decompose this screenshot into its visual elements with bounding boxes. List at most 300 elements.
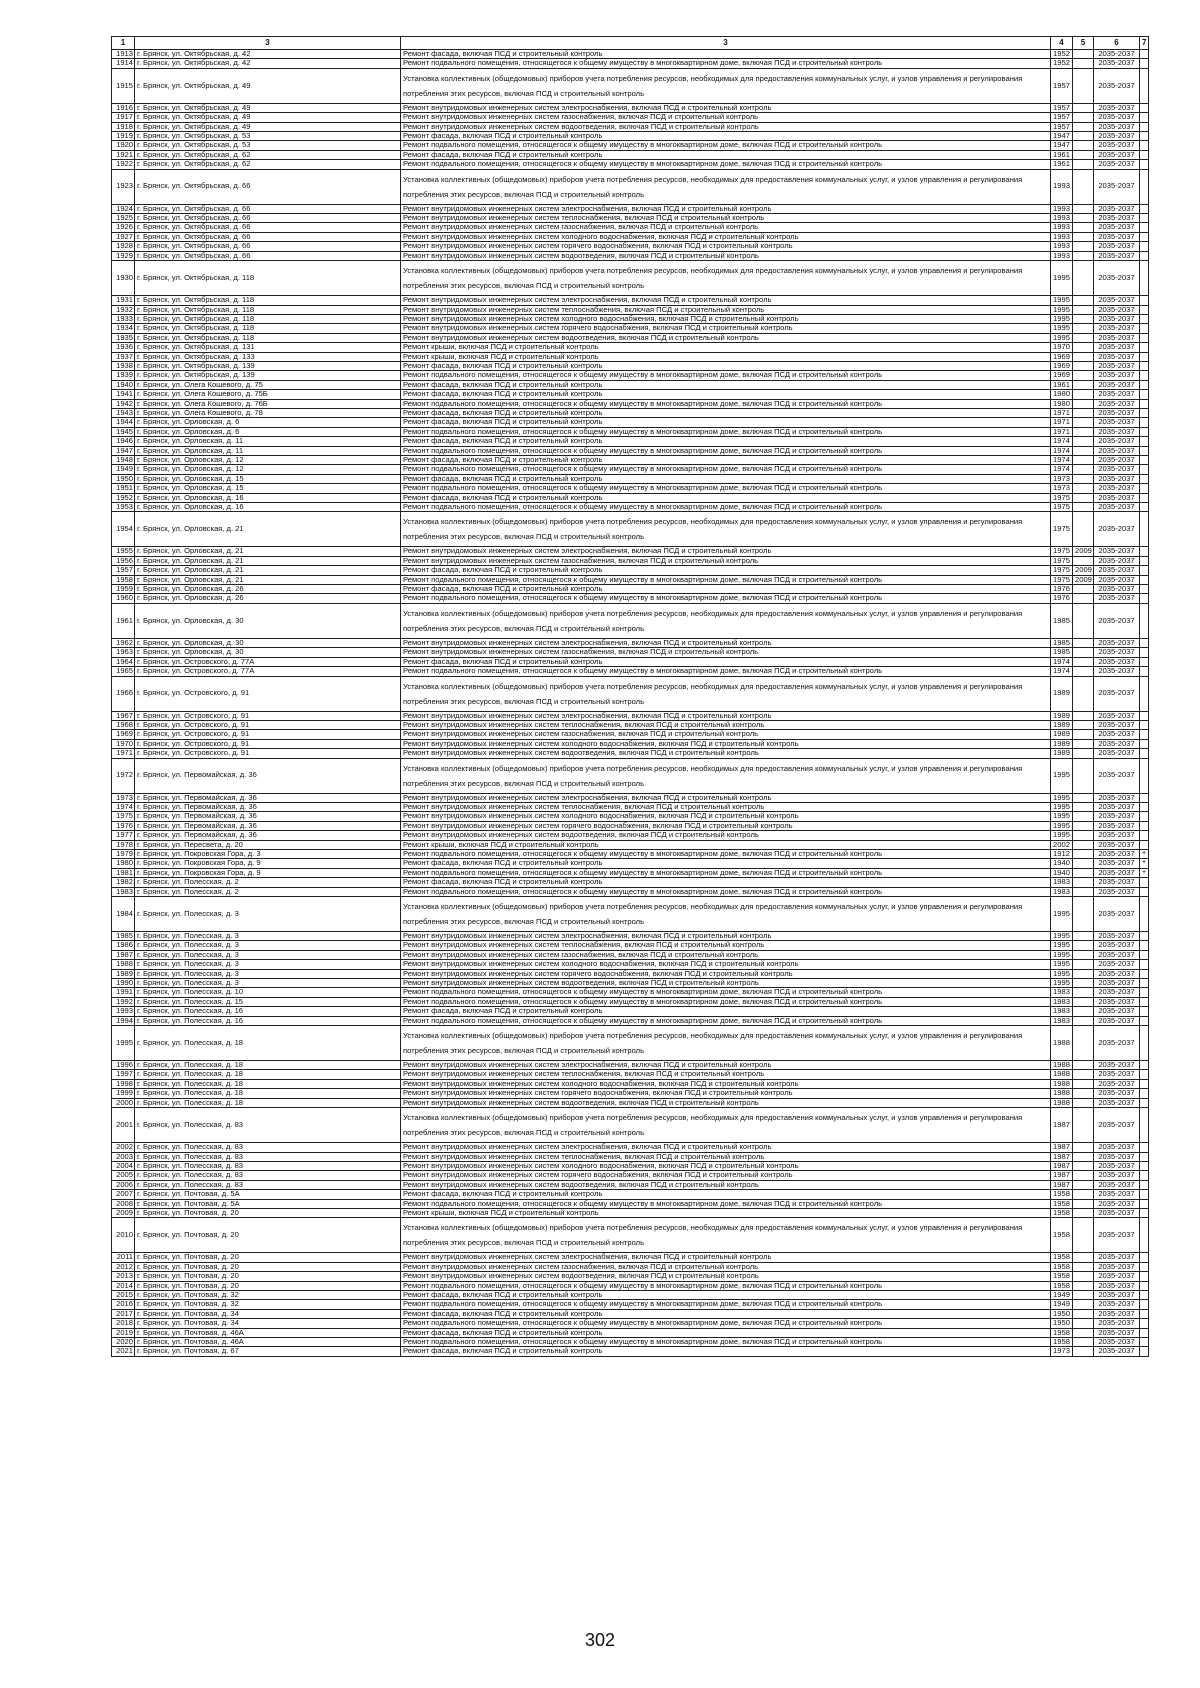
address-cell: г. Брянск, ул. Полесская, д. 3 [135, 969, 401, 978]
row-number-cell: 1948 [112, 456, 135, 465]
planned-period-cell: 2035-2037 [1094, 1281, 1140, 1290]
planned-period-cell: 2035-2037 [1094, 343, 1140, 352]
row-number-cell: 1926 [112, 223, 135, 232]
work-type-cell: Ремонт подвального помещения, относящегося к общему имуществу в многоквартирном доме, включая ПСД и строительный контроль [401, 887, 1051, 896]
mark-cell [1140, 1161, 1149, 1170]
year-last-repair-cell [1073, 314, 1094, 323]
header-cell-year-built: 4 [1051, 37, 1073, 50]
mark-cell [1140, 887, 1149, 896]
planned-period-cell: 2035-2037 [1094, 1108, 1140, 1143]
row-number-cell: 2021 [112, 1347, 135, 1356]
row-number-cell: 2005 [112, 1171, 135, 1180]
year-built-cell: 1973 [1051, 474, 1073, 483]
row-number-cell: 1989 [112, 969, 135, 978]
year-last-repair-cell [1073, 214, 1094, 223]
mark-cell [1140, 594, 1149, 603]
year-last-repair-cell [1073, 739, 1094, 748]
row-number-cell: 1945 [112, 427, 135, 436]
work-type-cell: Ремонт внутридомовых инженерных систем горячего водоснабжения, включая ПСД и строительный контроль [401, 1089, 1051, 1098]
work-type-cell: Ремонт подвального помещения, относящегося к общему имуществу в многоквартирном доме, включая ПСД и строительный контроль [401, 371, 1051, 380]
row-number-cell: 1943 [112, 408, 135, 417]
address-cell: г. Брянск, ул. Октябрьская, д. 133 [135, 352, 401, 361]
year-built-cell: 1957 [1051, 68, 1073, 103]
year-last-repair-cell [1073, 380, 1094, 389]
table-row [112, 1253, 1149, 1262]
work-type-cell: Ремонт внутридомовых инженерных систем холодного водоснабжения, включая ПСД и строительный контроль [401, 1079, 1051, 1088]
address-cell: г. Брянск, ул. Полесская, д. 18 [135, 1098, 401, 1107]
work-type-cell: Ремонт внутридомовых инженерных систем теплоснабжения, включая ПСД и строительный контроль [401, 802, 1051, 811]
work-type-cell: Ремонт внутридомовых инженерных систем горячего водоснабжения, включая ПСД и строительный контроль [401, 1171, 1051, 1180]
header-cell-period: 6 [1094, 37, 1140, 50]
table-row [112, 1108, 1149, 1143]
mark-cell [1140, 132, 1149, 141]
year-built-cell: 1993 [1051, 214, 1073, 223]
year-last-repair-cell [1073, 399, 1094, 408]
year-last-repair-cell [1073, 1347, 1094, 1356]
planned-period-cell: 2035-2037 [1094, 812, 1140, 821]
year-last-repair-cell [1073, 1290, 1094, 1299]
work-type-cell: Ремонт внутридомовых инженерных систем горячего водоснабжения, включая ПСД и строительный контроль [401, 324, 1051, 333]
year-built-cell: 1980 [1051, 399, 1073, 408]
mark-cell [1140, 730, 1149, 739]
address-cell: г. Брянск, ул. Орловская, д. 12 [135, 465, 401, 474]
year-last-repair-cell [1073, 648, 1094, 657]
year-built-cell: 1958 [1051, 1328, 1073, 1337]
address-cell: г. Брянск, ул. Покровская Гора, д. 9 [135, 868, 401, 877]
work-type-cell: Ремонт крыши, включая ПСД и строительный контроль [401, 352, 1051, 361]
address-cell: г. Брянск, ул. Полесская, д. 83 [135, 1152, 401, 1161]
year-last-repair-cell [1073, 603, 1094, 638]
mark-cell [1140, 1281, 1149, 1290]
year-last-repair-cell [1073, 730, 1094, 739]
address-cell: г. Брянск, ул. Олега Кошевого, д. 75 [135, 380, 401, 389]
table-row [112, 122, 1149, 131]
planned-period-cell: 2035-2037 [1094, 113, 1140, 122]
address-cell: г. Брянск, ул. Орловская, д. 12 [135, 456, 401, 465]
mark-cell [1140, 997, 1149, 1006]
work-type-cell: Ремонт подвального помещения, относящегося к общему имуществу в многоквартирном доме, включая ПСД и строительный контроль [401, 667, 1051, 676]
mark-cell [1140, 160, 1149, 169]
planned-period-cell: 2035-2037 [1094, 1347, 1140, 1356]
row-number-cell: 1973 [112, 793, 135, 802]
row-number-cell: 2011 [112, 1253, 135, 1262]
address-cell: г. Брянск, ул. Полесская, д. 83 [135, 1171, 401, 1180]
table-row [112, 141, 1149, 150]
address-cell: г. Брянск, ул. Первомайская, д. 36 [135, 802, 401, 811]
year-built-cell: 1973 [1051, 484, 1073, 493]
work-type-cell: Ремонт фасада, включая ПСД и строительный контроль [401, 418, 1051, 427]
address-cell: г. Брянск, ул. Октябрьская, д. 53 [135, 132, 401, 141]
table-row [112, 960, 1149, 969]
work-type-cell: Ремонт внутридомовых инженерных систем электроснабжения, включая ПСД и строительный контроль [401, 547, 1051, 556]
year-last-repair-cell [1073, 1007, 1094, 1016]
row-number-cell: 1921 [112, 150, 135, 159]
year-built-cell: 1983 [1051, 887, 1073, 896]
year-last-repair-cell [1073, 1108, 1094, 1143]
work-type-cell: Ремонт фасада, включая ПСД и строительный контроль [401, 408, 1051, 417]
mark-cell [1140, 141, 1149, 150]
address-cell: г. Брянск, ул. Орловская, д. 26 [135, 585, 401, 594]
address-cell: г. Брянск, ул. Октябрьская, д. 118 [135, 324, 401, 333]
mark-cell [1140, 1143, 1149, 1152]
year-built-cell: 1975 [1051, 547, 1073, 556]
year-built-cell: 1988 [1051, 1070, 1073, 1079]
table-row [112, 169, 1149, 204]
address-cell: г. Брянск, ул. Орловская, д. 11 [135, 446, 401, 455]
year-last-repair-cell [1073, 390, 1094, 399]
address-cell: г. Брянск, ул. Полесская, д. 2 [135, 878, 401, 887]
year-built-cell: 1989 [1051, 711, 1073, 720]
work-type-cell: Ремонт фасада, включая ПСД и строительный контроль [401, 657, 1051, 666]
year-built-cell: 1947 [1051, 141, 1073, 150]
work-type-cell: Установка коллективных (общедомовых) приборов учета потребления ресурсов, необходимых для предоставления коммунальных услуг, и узлов управления и регулирования потребления этих ресурсов, включая ПСД и строительный контроль [401, 676, 1051, 711]
year-built-cell: 1983 [1051, 878, 1073, 887]
year-built-cell: 1988 [1051, 1089, 1073, 1098]
mark-cell: + [1140, 868, 1149, 877]
table-row [112, 1347, 1149, 1356]
table-row [112, 503, 1149, 512]
table-row [112, 484, 1149, 493]
work-type-cell: Ремонт подвального помещения, относящегося к общему имуществу в многоквартирном доме, включая ПСД и строительный контроль [401, 1319, 1051, 1328]
mark-cell [1140, 840, 1149, 849]
year-built-cell: 1985 [1051, 638, 1073, 647]
planned-period-cell: 2035-2037 [1094, 371, 1140, 380]
year-built-cell: 1969 [1051, 352, 1073, 361]
table-row [112, 399, 1149, 408]
mark-cell [1140, 878, 1149, 887]
row-number-cell: 2009 [112, 1208, 135, 1217]
mark-cell [1140, 648, 1149, 657]
row-number-cell: 1971 [112, 749, 135, 758]
row-number-cell: 1922 [112, 160, 135, 169]
mark-cell [1140, 68, 1149, 103]
year-built-cell: 1995 [1051, 960, 1073, 969]
work-type-cell: Ремонт внутридомовых инженерных систем электроснабжения, включая ПСД и строительный контроль [401, 296, 1051, 305]
year-last-repair-cell [1073, 932, 1094, 941]
table-row [112, 1061, 1149, 1070]
address-cell: г. Брянск, ул. Орловская, д. 11 [135, 437, 401, 446]
year-built-cell: 1995 [1051, 979, 1073, 988]
year-last-repair-cell [1073, 793, 1094, 802]
work-type-cell: Ремонт внутридомовых инженерных систем водоотведения, включая ПСД и строительный контроль [401, 1272, 1051, 1281]
mark-cell [1140, 711, 1149, 720]
year-last-repair-cell [1073, 371, 1094, 380]
year-built-cell: 1975 [1051, 556, 1073, 565]
table-row [112, 739, 1149, 748]
year-built-cell: 1995 [1051, 821, 1073, 830]
table-row [112, 223, 1149, 232]
year-last-repair-cell [1073, 878, 1094, 887]
year-last-repair-cell [1073, 979, 1094, 988]
work-type-cell: Ремонт фасада, включая ПСД и строительный контроль [401, 132, 1051, 141]
table-row [112, 1026, 1149, 1061]
mark-cell [1140, 361, 1149, 370]
planned-period-cell: 2035-2037 [1094, 493, 1140, 502]
planned-period-cell: 2035-2037 [1094, 160, 1140, 169]
work-type-cell: Ремонт внутридомовых инженерных систем газоснабжения, включая ПСД и строительный контроль [401, 556, 1051, 565]
year-last-repair-cell [1073, 251, 1094, 260]
address-cell: г. Брянск, ул. Почтовая, д. 32 [135, 1290, 401, 1299]
work-type-cell: Ремонт фасада, включая ПСД и строительный контроль [401, 585, 1051, 594]
work-type-cell: Ремонт подвального помещения, относящегося к общему имуществу в многоквартирном доме, включая ПСД и строительный контроль [401, 503, 1051, 512]
row-number-cell: 1967 [112, 711, 135, 720]
row-number-cell: 1940 [112, 380, 135, 389]
address-cell: г. Брянск, ул. Покровская Гора, д. 3 [135, 849, 401, 858]
year-last-repair-cell [1073, 1098, 1094, 1107]
mark-cell [1140, 657, 1149, 666]
planned-period-cell: 2035-2037 [1094, 979, 1140, 988]
address-cell: г. Брянск, ул. Первомайская, д. 36 [135, 812, 401, 821]
year-last-repair-cell [1073, 456, 1094, 465]
table-row [112, 59, 1149, 68]
work-type-cell: Ремонт внутридомовых инженерных систем теплоснабжения, включая ПСД и строительный контроль [401, 1070, 1051, 1079]
planned-period-cell: 2035-2037 [1094, 594, 1140, 603]
planned-period-cell: 2035-2037 [1094, 512, 1140, 547]
mark-cell [1140, 214, 1149, 223]
row-number-cell: 1965 [112, 667, 135, 676]
address-cell: г. Брянск, ул. Первомайская, д. 36 [135, 821, 401, 830]
year-built-cell: 1995 [1051, 261, 1073, 296]
mark-cell [1140, 1338, 1149, 1347]
address-cell: г. Брянск, ул. Орловская, д. 21 [135, 547, 401, 556]
year-built-cell: 1957 [1051, 113, 1073, 122]
work-type-cell: Ремонт фасада, включая ПСД и строительный контроль [401, 878, 1051, 887]
table-row [112, 878, 1149, 887]
row-number-cell: 1929 [112, 251, 135, 260]
address-cell: г. Брянск, ул. Островского, д. 91 [135, 739, 401, 748]
header-cell-number: 1 [112, 37, 135, 50]
year-last-repair-cell [1073, 150, 1094, 159]
year-last-repair-cell [1073, 446, 1094, 455]
planned-period-cell: 2035-2037 [1094, 474, 1140, 483]
table-row [112, 512, 1149, 547]
year-last-repair-cell [1073, 132, 1094, 141]
year-last-repair-cell [1073, 59, 1094, 68]
planned-period-cell: 2035-2037 [1094, 1272, 1140, 1281]
row-number-cell: 2010 [112, 1218, 135, 1253]
work-type-cell: Ремонт крыши, включая ПСД и строительный контроль [401, 840, 1051, 849]
table-row [112, 730, 1149, 739]
planned-period-cell: 2035-2037 [1094, 1218, 1140, 1253]
table-row [112, 1300, 1149, 1309]
work-type-cell: Ремонт подвального помещения, относящегося к общему имуществу в многоквартирном доме, включая ПСД и строительный контроль [401, 160, 1051, 169]
year-built-cell: 1995 [1051, 758, 1073, 793]
table-header-row [112, 37, 1149, 50]
table-row [112, 437, 1149, 446]
planned-period-cell: 2035-2037 [1094, 676, 1140, 711]
work-type-cell: Установка коллективных (общедомовых) приборов учета потребления ресурсов, необходимых для предоставления коммунальных услуг, и узлов управления и регулирования потребления этих ресурсов, включая ПСД и строительный контроль [401, 1218, 1051, 1253]
address-cell: г. Брянск, ул. Почтовая, д. 20 [135, 1262, 401, 1271]
year-last-repair-cell [1073, 638, 1094, 647]
mark-cell [1140, 296, 1149, 305]
address-cell: г. Брянск, ул. Орловская, д. 21 [135, 566, 401, 575]
planned-period-cell: 2035-2037 [1094, 969, 1140, 978]
mark-cell [1140, 1108, 1149, 1143]
row-number-cell: 1920 [112, 141, 135, 150]
table-row [112, 232, 1149, 241]
year-last-repair-cell [1073, 493, 1094, 502]
mark-cell [1140, 749, 1149, 758]
year-built-cell: 1949 [1051, 1300, 1073, 1309]
mark-cell [1140, 1016, 1149, 1025]
planned-period-cell: 2035-2037 [1094, 1328, 1140, 1337]
table-row [112, 371, 1149, 380]
table-row [112, 1272, 1149, 1281]
work-type-cell: Ремонт подвального помещения, относящегося к общему имуществу в многоквартирном доме, включая ПСД и строительный контроль [401, 484, 1051, 493]
table-row [112, 418, 1149, 427]
row-number-cell: 1936 [112, 343, 135, 352]
address-cell: г. Брянск, ул. Октябрьская, д. 139 [135, 361, 401, 370]
year-last-repair-cell [1073, 676, 1094, 711]
row-number-cell: 1914 [112, 59, 135, 68]
address-cell: г. Брянск, ул. Полесская, д. 15 [135, 997, 401, 1006]
planned-period-cell: 2035-2037 [1094, 251, 1140, 260]
year-last-repair-cell [1073, 720, 1094, 729]
planned-period-cell: 2035-2037 [1094, 657, 1140, 666]
table-row [112, 1262, 1149, 1271]
table-row [112, 657, 1149, 666]
address-cell: г. Брянск, ул. Полесская, д. 3 [135, 960, 401, 969]
year-built-cell: 1985 [1051, 603, 1073, 638]
work-type-cell: Ремонт фасада, включая ПСД и строительный контроль [401, 493, 1051, 502]
table-row [112, 1079, 1149, 1088]
year-last-repair-cell [1073, 758, 1094, 793]
work-type-cell: Ремонт подвального помещения, относящегося к общему имуществу в многоквартирном доме, включая ПСД и строительный контроль [401, 1300, 1051, 1309]
address-cell: г. Брянск, ул. Полесская, д. 83 [135, 1161, 401, 1170]
mark-cell [1140, 59, 1149, 68]
work-type-cell: Ремонт внутридомовых инженерных систем газоснабжения, включая ПСД и строительный контроль [401, 223, 1051, 232]
mark-cell [1140, 314, 1149, 323]
work-type-cell: Ремонт подвального помещения, относящегося к общему имуществу в многоквартирном доме, включая ПСД и строительный контроль [401, 465, 1051, 474]
planned-period-cell: 2035-2037 [1094, 418, 1140, 427]
work-type-cell: Ремонт внутридомовых инженерных систем газоснабжения, включая ПСД и строительный контроль [401, 730, 1051, 739]
table-row [112, 556, 1149, 565]
row-number-cell: 1918 [112, 122, 135, 131]
mark-cell [1140, 484, 1149, 493]
table-row [112, 305, 1149, 314]
page-number: 302 [584, 1630, 616, 1650]
work-type-cell: Ремонт фасада, включая ПСД и строительный контроль [401, 50, 1051, 59]
year-last-repair-cell [1073, 68, 1094, 103]
year-last-repair-cell [1073, 1253, 1094, 1262]
planned-period-cell: 2035-2037 [1094, 638, 1140, 647]
work-type-cell: Ремонт фасада, включая ПСД и строительный контроль [401, 859, 1051, 868]
table-row [112, 1319, 1149, 1328]
table-row [112, 465, 1149, 474]
year-built-cell: 1974 [1051, 667, 1073, 676]
row-number-cell: 2012 [112, 1262, 135, 1271]
planned-period-cell: 2035-2037 [1094, 1070, 1140, 1079]
address-cell: г. Брянск, ул. Почтовая, д. 20 [135, 1208, 401, 1217]
address-cell: г. Брянск, ул. Островского, д. 91 [135, 749, 401, 758]
planned-period-cell: 2035-2037 [1094, 1290, 1140, 1299]
planned-period-cell: 2035-2037 [1094, 390, 1140, 399]
work-type-cell: Ремонт подвального помещения, относящегося к общему имуществу в многоквартирном доме, включая ПСД и строительный контроль [401, 141, 1051, 150]
table-row [112, 204, 1149, 213]
table-row [112, 566, 1149, 575]
planned-period-cell: 2035-2037 [1094, 296, 1140, 305]
work-type-cell: Ремонт фасада, включая ПСД и строительный контроль [401, 566, 1051, 575]
table-row [112, 868, 1149, 877]
address-cell: г. Брянск, ул. Орловская, д. 21 [135, 512, 401, 547]
table-row [112, 749, 1149, 758]
year-last-repair-cell [1073, 361, 1094, 370]
planned-period-cell: 2035-2037 [1094, 730, 1140, 739]
mark-cell [1140, 575, 1149, 584]
year-last-repair-cell [1073, 556, 1094, 565]
row-number-cell: 1990 [112, 979, 135, 988]
row-number-cell: 1913 [112, 50, 135, 59]
year-last-repair-cell [1073, 1281, 1094, 1290]
row-number-cell: 1983 [112, 887, 135, 896]
year-built-cell: 1949 [1051, 1290, 1073, 1299]
year-last-repair-cell [1073, 437, 1094, 446]
planned-period-cell: 2035-2037 [1094, 831, 1140, 840]
year-last-repair-cell [1073, 160, 1094, 169]
table-row [112, 1098, 1149, 1107]
year-built-cell: 1958 [1051, 1199, 1073, 1208]
row-number-cell: 1957 [112, 566, 135, 575]
mark-cell [1140, 418, 1149, 427]
mark-cell [1140, 585, 1149, 594]
year-last-repair-cell [1073, 418, 1094, 427]
table-row [112, 676, 1149, 711]
address-cell: г. Брянск, ул. Октябрьская, д. 131 [135, 343, 401, 352]
year-last-repair-cell [1073, 897, 1094, 932]
address-cell: г. Брянск, ул. Островского, д. 91 [135, 676, 401, 711]
table-row [112, 648, 1149, 657]
address-cell: г. Брянск, ул. Орловская, д. 30 [135, 603, 401, 638]
row-number-cell: 1966 [112, 676, 135, 711]
table-row [112, 333, 1149, 342]
year-last-repair-cell [1073, 352, 1094, 361]
address-cell: г. Брянск, ул. Октябрьская, д. 42 [135, 59, 401, 68]
mark-cell [1140, 1290, 1149, 1299]
table-row [112, 343, 1149, 352]
planned-period-cell: 2035-2037 [1094, 758, 1140, 793]
table-row [112, 113, 1149, 122]
table-row [112, 758, 1149, 793]
work-type-cell: Ремонт внутридомовых инженерных систем теплоснабжения, включая ПСД и строительный контроль [401, 305, 1051, 314]
year-last-repair-cell [1073, 802, 1094, 811]
work-type-cell: Установка коллективных (общедомовых) приборов учета потребления ресурсов, необходимых для предоставления коммунальных услуг, и узлов управления и регулирования потребления этих ресурсов, включая ПСД и строительный контроль [401, 512, 1051, 547]
year-built-cell: 1961 [1051, 160, 1073, 169]
planned-period-cell: 2035-2037 [1094, 1089, 1140, 1098]
planned-period-cell: 2035-2037 [1094, 408, 1140, 417]
mark-cell [1140, 512, 1149, 547]
address-cell: г. Брянск, ул. Первомайская, д. 36 [135, 793, 401, 802]
table-row [112, 1309, 1149, 1318]
year-last-repair-cell [1073, 1016, 1094, 1025]
row-number-cell: 1941 [112, 390, 135, 399]
row-number-cell: 1995 [112, 1026, 135, 1061]
row-number-cell: 1952 [112, 493, 135, 502]
mark-cell [1140, 324, 1149, 333]
table-row [112, 160, 1149, 169]
address-cell: г. Брянск, ул. Октябрьская, д. 66 [135, 169, 401, 204]
row-number-cell: 1972 [112, 758, 135, 793]
mark-cell [1140, 503, 1149, 512]
planned-period-cell: 2035-2037 [1094, 667, 1140, 676]
address-cell: г. Брянск, ул. Полесская, д. 83 [135, 1180, 401, 1189]
mark-cell [1140, 969, 1149, 978]
year-built-cell: 1995 [1051, 831, 1073, 840]
mark-cell [1140, 1061, 1149, 1070]
mark-cell [1140, 251, 1149, 260]
planned-period-cell: 2035-2037 [1094, 1152, 1140, 1161]
mark-cell [1140, 988, 1149, 997]
work-type-cell: Ремонт внутридомовых инженерных систем водоотведения, включая ПСД и строительный контроль [401, 831, 1051, 840]
